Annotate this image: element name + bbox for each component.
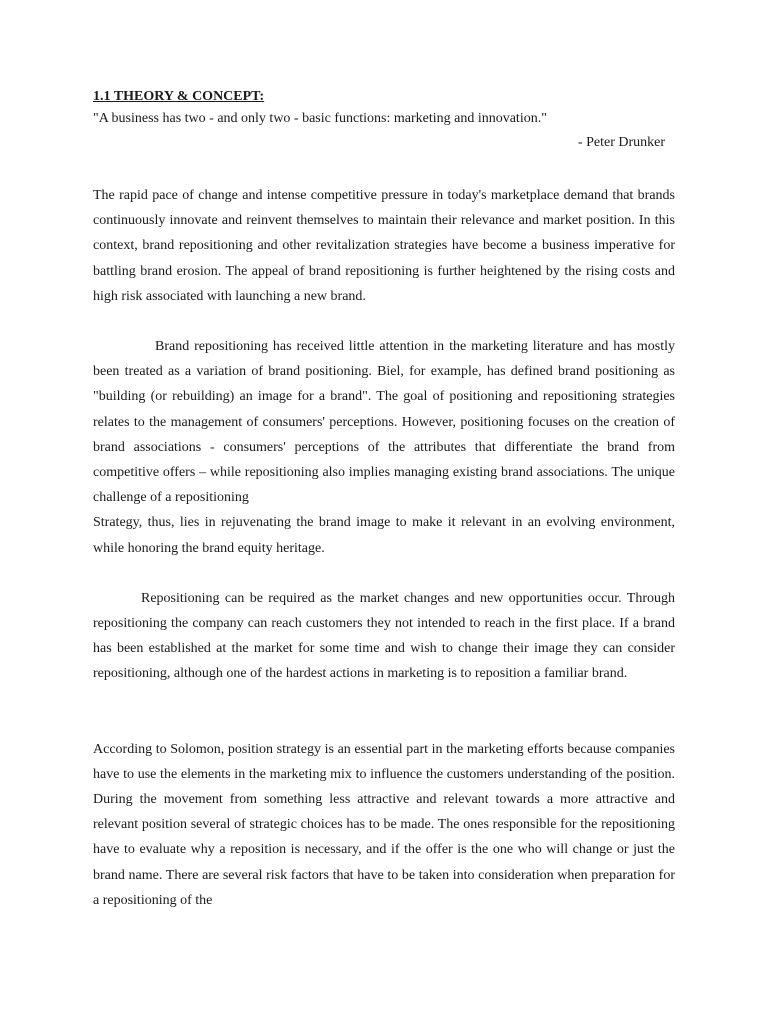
paragraph-2-body: Brand repositioning has received little attention in the marketing literature and has mostly been treated as a variation of brand positioning. Biel, for example, has defined brand positioning as "building (or rebuilding) an image for a brand". The goal of positioning and repositioning strategies relates to the management of consumers' perceptions. However, positioning focuses on the creation of brand associations - consumers' perceptions of the attributes that differentiate the brand from competitive offers – while repositioning also implies managing existing brand associations. The unique challenge of a repositioning — [93, 339, 675, 506]
paragraph-1: The rapid pace of change and intense competitive pressure in today's marketplace demand that brands continuously innovate and reinvent themselves to maintain their relevance and market position. In this context, brand repositioning and other revitalization strategies have become a business imperative for battling brand erosion. The appeal of brand repositioning is further heightened by the rising costs and high risk associated with launching a new brand. — [93, 188, 675, 304]
paragraph-2-continuation: Strategy, thus, lies in rejuvenating the brand image to make it relevant in an evolving environment, while honoring the brand equity heritage. — [93, 515, 675, 556]
epigraph-quote: "A business has two - and only two - basic functions: marketing and innovation." — [93, 111, 547, 126]
document-page — [93, 86, 675, 913]
paragraph-2 — [93, 334, 675, 561]
paragraph-4: According to Solomon, position strategy is an essential part in the marketing efforts because companies have to use the elements in the marketing mix to influence the customers understanding of the position. During the movement from something less attractive and relevant towards a more attractive and relevant position several of strategic choices has to be made. The ones responsible for the repositioning have to evaluate why a reposition is necessary, and if the offer is the one who will change or just the brand name. There are several risk factors that have to be taken into consideration when preparation for a repositioning of the — [93, 741, 675, 908]
section-heading: 1.1 THEORY & CONCEPT: — [93, 89, 265, 104]
quote-attribution: - Peter Drunker — [577, 135, 665, 150]
paragraph-3: Repositioning can be required as the market changes and new opportunities occur. Through repositioning the company can reach customers they not intended to reach in the first place. If a brand has been established at the market for some time and wish to change their image they can consider repositioning, although one of the hardest actions in marketing is to reposition a familiar brand. — [93, 590, 675, 682]
